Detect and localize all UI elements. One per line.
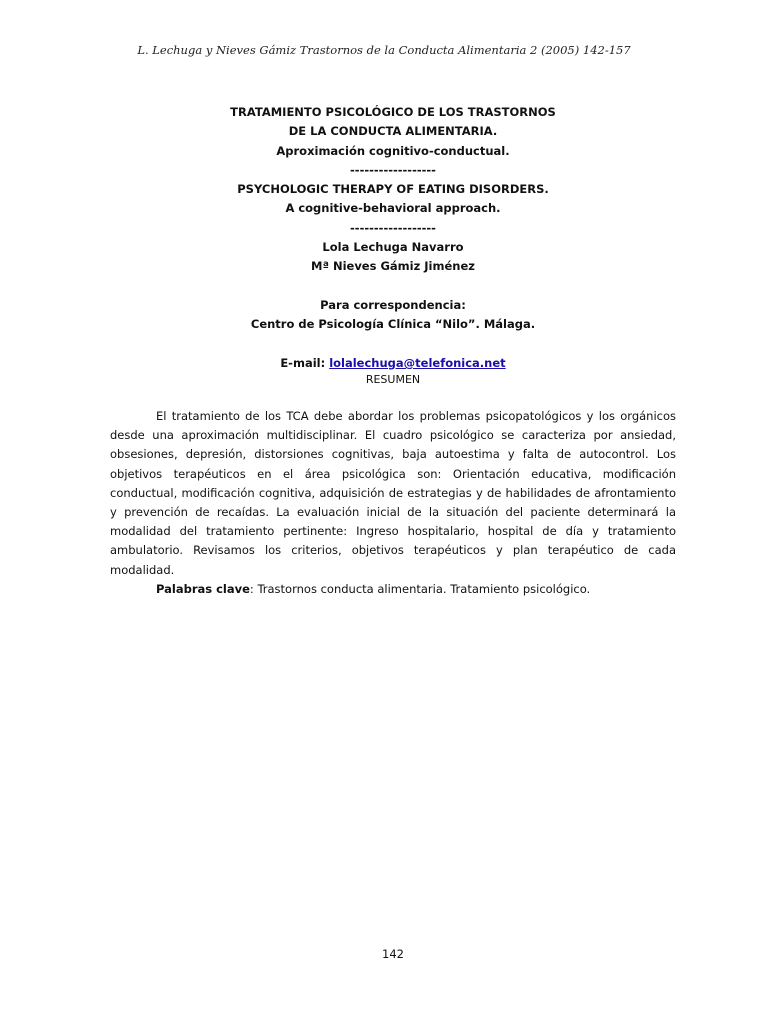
keywords-label: Palabras clave	[156, 581, 250, 596]
correspondence-label: Para correspondencia:	[320, 297, 466, 312]
author-name: Mª Nieves Gámiz Jiménez	[311, 259, 475, 274]
abstract-heading: RESUMEN	[365, 373, 421, 386]
title-separator: ------------------	[350, 220, 436, 235]
running-header: L. Lechuga y Nieves Gámiz Trastornos de la Conducta Alimentaria 2 (2005) 142-157	[137, 43, 631, 57]
abstract-body	[110, 407, 676, 599]
keywords-line	[110, 580, 676, 599]
title-english-line-1: PSYCHOLOGIC THERAPY OF EATING DISORDERS.	[237, 182, 549, 197]
author-name: Lola Lechuga Navarro	[322, 240, 464, 255]
title-separator: ------------------	[350, 162, 436, 177]
email-link[interactable]: lolalechuga@telefonica.net	[329, 355, 506, 370]
email-label: E-mail:	[280, 355, 330, 370]
title-spanish-line-1: TRATAMIENTO PSICOLÓGICO DE LOS TRASTORNOS	[230, 105, 556, 119]
title-block	[0, 103, 768, 373]
page-number: 142	[382, 947, 404, 961]
title-spanish-line-2: DE LA CONDUCTA ALIMENTARIA.	[288, 124, 498, 139]
title-english-subtitle: A cognitive-behavioral approach.	[285, 201, 501, 216]
abstract-paragraph: El tratamiento de los TCA debe abordar los problemas psicopatológicos y los orgánicos desde una aproximación multidisciplinar. El cuadro psicológico se caracteriza por ansiedad, obsesiones, depresión, distorsiones cognitivas, baja autoestima y falta de autocontrol. Los objetivos terapéuticos en el área psicológica son: Orientación educativa, modificación conductual, modificación cognitiva, adquisición de estrategias y de habilidades de afrontamiento y prevención de recaídas. La evaluación inicial de la situación del paciente determinará la modalidad del tratamiento pertinente: Ingreso hospitalario, hospital de día y tratamiento ambulatorio. Revisamos los criterios, objetivos terapéuticos y plan terapéutico de cada modalidad.	[110, 409, 676, 577]
email-line	[0, 354, 768, 373]
title-spanish-subtitle: Aproximación cognitivo-conductual.	[276, 143, 510, 158]
correspondence-address: Centro de Psicología Clínica “Nilo”. Málaga.	[250, 317, 536, 332]
keywords-text: : Trastornos conducta alimentaria. Tratamiento psicológico.	[249, 581, 591, 596]
